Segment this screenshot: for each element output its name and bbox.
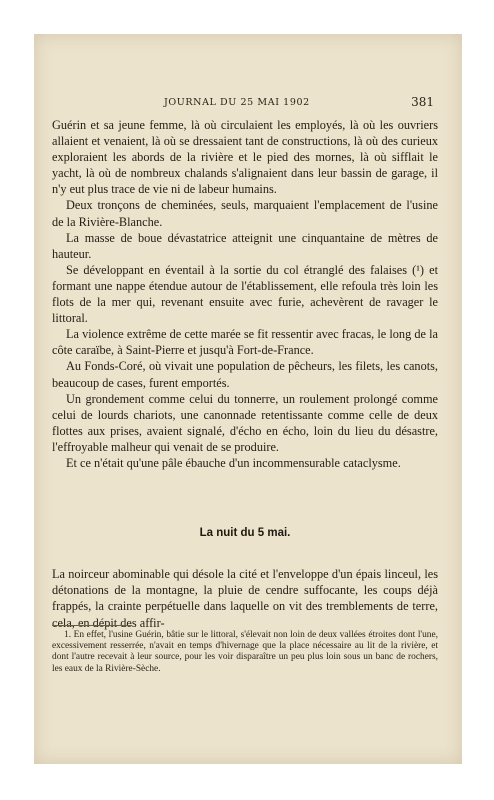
book-page — [34, 34, 462, 764]
footnote-rule — [52, 625, 132, 626]
paragraph: Guérin et sa jeune femme, là où circulaient les employés, là où les ouvriers allaient et venaient, là où se dressaient tant de constructions, là où des curieux exploraient les abords de la rivière et le pied des mornes, là où sifflait le yacht, là où de nombreux chalands s'alignaient dans leur bassin de garage, il n'y eut plus trace de vie ni de labeur humains. — [52, 118, 438, 197]
paragraph: Au Fonds-Coré, où vivait une population de pêcheurs, les filets, les canots, beaucoup de cases, furent emportés. — [52, 359, 438, 390]
running-header — [164, 97, 434, 108]
paragraph: La violence extrême de cette marée se fit ressentir avec fracas, le long de la côte caraïbe, à Saint-Pierre et jusqu'à Fort-de-France. — [52, 327, 438, 358]
paragraph: La masse de boue dévastatrice atteignit une cinquantaine de mètres de hauteur. — [52, 230, 438, 261]
main-text — [52, 117, 438, 471]
page-number: 381 — [411, 95, 434, 109]
paragraph: Un grondement comme celui du tonnerre, un roulement prolongé comme celui de lourds chariots, une canonnade retentissante comme celle de deux flottes aux prises, avaient signalé, d'écho en écho, loin du lieu du désastre, l'effroyable malheur qui venait de se produire. — [52, 391, 438, 454]
paragraph: Deux tronçons de cheminées, seuls, marquaient l'emplacement de l'usine de la Rivière-Blanche. — [52, 198, 438, 229]
section-heading: La nuit du 5 mai. — [199, 527, 291, 539]
paragraph: Se développant en éventail à la sortie du col étranglé des falaises (¹) et formant une nappe étendue autour de l'établissement, elle refoula très loin les flots de la mer qui, revenant ensuite avec furie, achevèrent de ravager le littoral. — [52, 262, 438, 326]
running-title: JOURNAL DU 25 MAI 1902 — [164, 97, 310, 108]
footnote: 1. En effet, l'usine Guérin, bâtie sur le littoral, s'élevait non loin de deux vallées étroites dont l'une, excessivement resserrée, n'avait en temps d'hivernage que la place nécessaire au lit de la rivière, et dont l'autre recevait à leur source, pour les voir disparaître un peu plus loin sous un banc de rochers, les eaux de la Rivière-Sèche. — [52, 630, 438, 674]
paragraph: Et ce n'était qu'une pâle ébauche d'un incommensurable cataclysme. — [66, 455, 401, 470]
paragraph: La noirceur abominable qui désole la cité et l'enveloppe d'un épais linceul, les détonations de la montagne, la pluie de cendre suffocante, les coups déjà frappés, la crainte perpétuelle dans laquelle on vit des tremblements de terre, cela, en dépit des affir- — [52, 567, 438, 630]
